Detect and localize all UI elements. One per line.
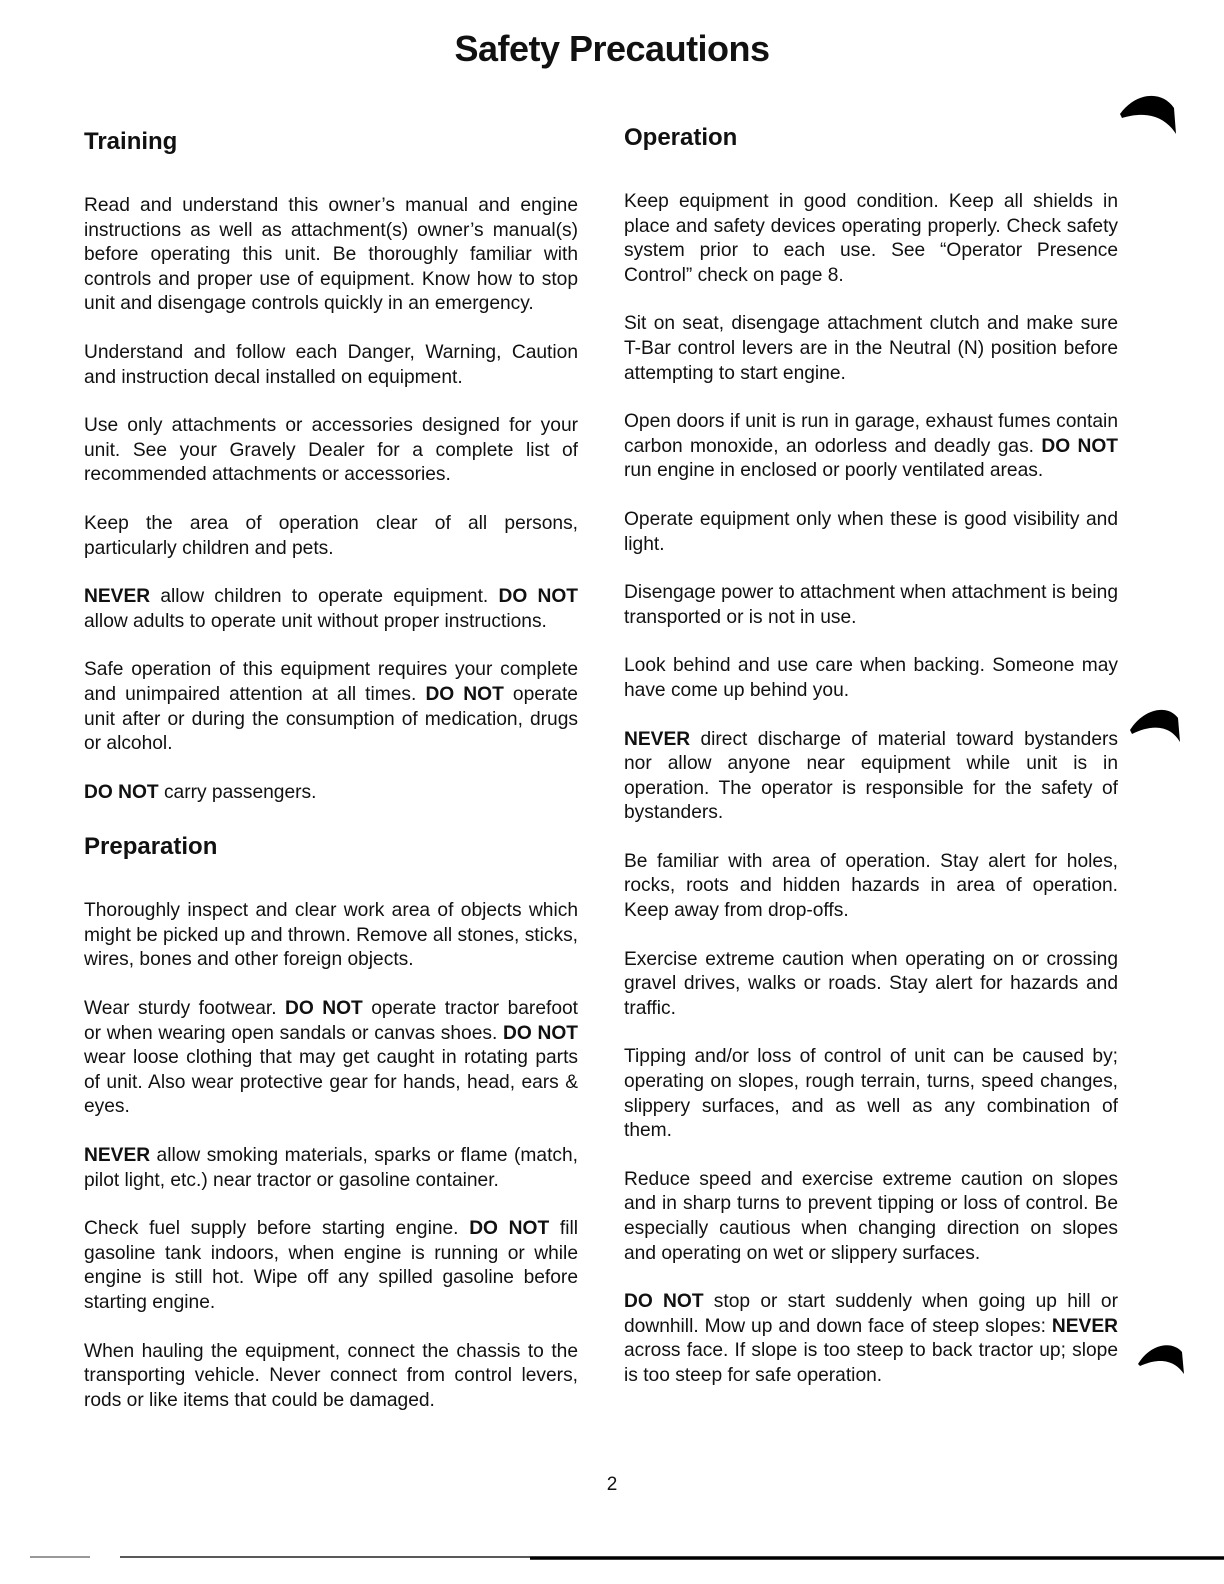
paragraph — [84, 512, 578, 561]
text-run: Operate equipment only when these is good visibility and light. — [624, 508, 1118, 555]
text-run: Safe operation of this equipment requires your complete and unimpaired attention at all times. — [84, 659, 578, 705]
emphasis-text: DO NOT — [503, 1022, 578, 1044]
emphasis-text: NEVER — [624, 728, 691, 750]
paragraph — [624, 410, 1118, 484]
text-run: allow children to operate equipment. — [150, 586, 499, 608]
emphasis-text: DO NOT — [84, 781, 159, 803]
paragraph — [624, 312, 1118, 386]
margin-tab-mark — [1118, 88, 1178, 138]
paragraph — [84, 1340, 578, 1414]
paragraph — [624, 948, 1118, 1022]
emphasis-text: DO NOT — [1041, 435, 1118, 457]
page-number: 2 — [606, 1474, 618, 1495]
text-run: Keep equipment in good condition. Keep all shields in place and safety devices operating properly. Check safety system prior to each use. See “Operator Presence Control” check on page 8. — [624, 191, 1118, 286]
text-run: allow smoking materials, sparks or flame (match, pilot light, etc.) near tractor or gasoline container. — [84, 1145, 578, 1191]
preparation-heading: Preparation — [84, 833, 218, 861]
paragraph — [84, 1144, 578, 1193]
paragraph — [624, 654, 1118, 703]
text-run: wear loose clothing that may get caught in rotating parts of unit. Also wear protective gear for hands, head, ears & eyes. — [84, 1047, 578, 1118]
training-paragraphs — [84, 194, 578, 805]
paragraph — [84, 658, 578, 756]
text-run: Look behind and use care when backing. Someone may have come up behind you. — [624, 655, 1118, 701]
text-run: Open doors if unit is run in garage, exhaust fumes contain carbon monoxide, an odorless and deadly gas. — [624, 411, 1118, 457]
text-run: across face. If slope is too steep to back tractor up; slope is too steep for safe operation. — [624, 1340, 1118, 1386]
margin-tab-mark — [1136, 1338, 1186, 1378]
text-run: carry passengers. — [158, 781, 317, 803]
text-run: Read and understand this owner’s manual and engine instructions as well as attachment(s) owner’s manual(s) before operating this unit. Be thoroughly familiar with controls and proper use of equipment. Know how to stop unit and disengage controls quickly in an emergency. — [84, 195, 578, 315]
page-title: Safety Precautions — [454, 28, 770, 69]
paragraph — [624, 581, 1118, 630]
text-run: Understand and follow each Danger, Warning, Caution and instruction decal installed on equipment. — [84, 341, 578, 388]
paragraph — [84, 414, 578, 488]
text-run: When hauling the equipment, connect the chassis to the transporting vehicle. Never connect from control levers, rods or like items that could be damaged. — [84, 1340, 578, 1411]
bottom-rule — [30, 1554, 1224, 1562]
text-run: stop or start suddenly when going up hill or downhill. Mow up and down face of steep slopes: — [624, 1291, 1118, 1337]
emphasis-text: DO NOT — [498, 586, 578, 608]
paragraph — [624, 508, 1118, 557]
emphasis-text: NEVER — [84, 586, 151, 608]
paragraph — [84, 585, 578, 634]
text-run: Reduce speed and exercise extreme caution on slopes and in sharp turns to prevent tipping or loss of control. Be especially cautious when changing direction on slopes and operating on wet or slippery surfaces. — [624, 1168, 1118, 1264]
text-run: Keep the area of operation clear of all persons, particularly children and pets. — [84, 512, 578, 559]
emphasis-text: DO NOT — [285, 998, 363, 1020]
paragraph — [624, 1290, 1118, 1388]
right-column — [624, 120, 1118, 1413]
paragraph — [624, 190, 1118, 288]
text-run: Exercise extreme caution when operating on or crossing gravel drives, walks or roads. Stay alert for hazards and traffic. — [624, 948, 1118, 1019]
paragraph — [624, 1168, 1118, 1266]
paragraph — [84, 194, 578, 317]
text-run: operate tractor barefoot or when wearing open sandals or canvas shoes. — [84, 998, 578, 1044]
text-run: operate unit after or during the consumption of medication, drugs or alcohol. — [84, 683, 578, 755]
text-run: Check fuel supply before starting engine. — [84, 1218, 470, 1240]
paragraph — [84, 781, 578, 806]
text-run: Wear sturdy footwear. — [84, 998, 285, 1020]
paragraph — [84, 341, 578, 390]
emphasis-text: NEVER — [84, 1145, 151, 1167]
text-run: Thoroughly inspect and clear work area of objects which might be picked up and thrown. Remove all stones, sticks, wires, bones and other foreign objects. — [84, 900, 578, 971]
paragraph — [84, 997, 578, 1120]
text-run: direct discharge of material toward bystanders nor allow anyone near equipment while unit is in operation. The operator is responsible for the safety of bystanders. — [624, 728, 1118, 824]
training-heading: Training — [84, 128, 178, 155]
paragraph — [84, 1217, 578, 1315]
margin-tab-mark — [1128, 702, 1182, 746]
text-run: Use only attachments or accessories designed for your unit. See your Gravely Dealer for a complete list of recommended attachments or accessories. — [84, 415, 578, 486]
text-run: run engine in enclosed or poorly ventilated areas. — [624, 460, 1044, 482]
emphasis-text: DO NOT — [624, 1291, 704, 1313]
emphasis-text: DO NOT — [469, 1218, 550, 1240]
paragraph — [624, 1045, 1118, 1143]
operation-paragraphs — [624, 190, 1118, 1389]
operation-heading: Operation — [624, 124, 738, 151]
paragraph — [624, 728, 1118, 826]
text-run: Be familiar with area of operation. Stay alert for holes, rocks, roots and hidden hazards in area of operation. Keep away from drop-offs. — [624, 850, 1118, 922]
text-run: Tipping and/or loss of control of unit can be caused by; operating on slopes, rough terrain, turns, speed changes, slippery surfaces, and as well as any combination of them. — [624, 1046, 1118, 1142]
text-run: allow adults to operate unit without proper instructions. — [84, 610, 547, 632]
emphasis-text: NEVER — [1051, 1315, 1118, 1337]
text-run: fill gasoline tank indoors, when engine is running or while engine is still hot. Wipe off any spilled gasoline before starting engine. — [84, 1218, 578, 1313]
paragraph — [84, 899, 578, 973]
preparation-paragraphs — [84, 899, 578, 1413]
left-column — [84, 124, 578, 1437]
paragraph — [624, 850, 1118, 924]
emphasis-text: DO NOT — [425, 683, 504, 705]
text-run: Disengage power to attachment when attachment is being transported or is not in use. — [624, 582, 1118, 628]
text-run: Sit on seat, disengage attachment clutch and make sure T-Bar control levers are in the Neutral (N) position before attempting to start engine. — [624, 313, 1118, 384]
